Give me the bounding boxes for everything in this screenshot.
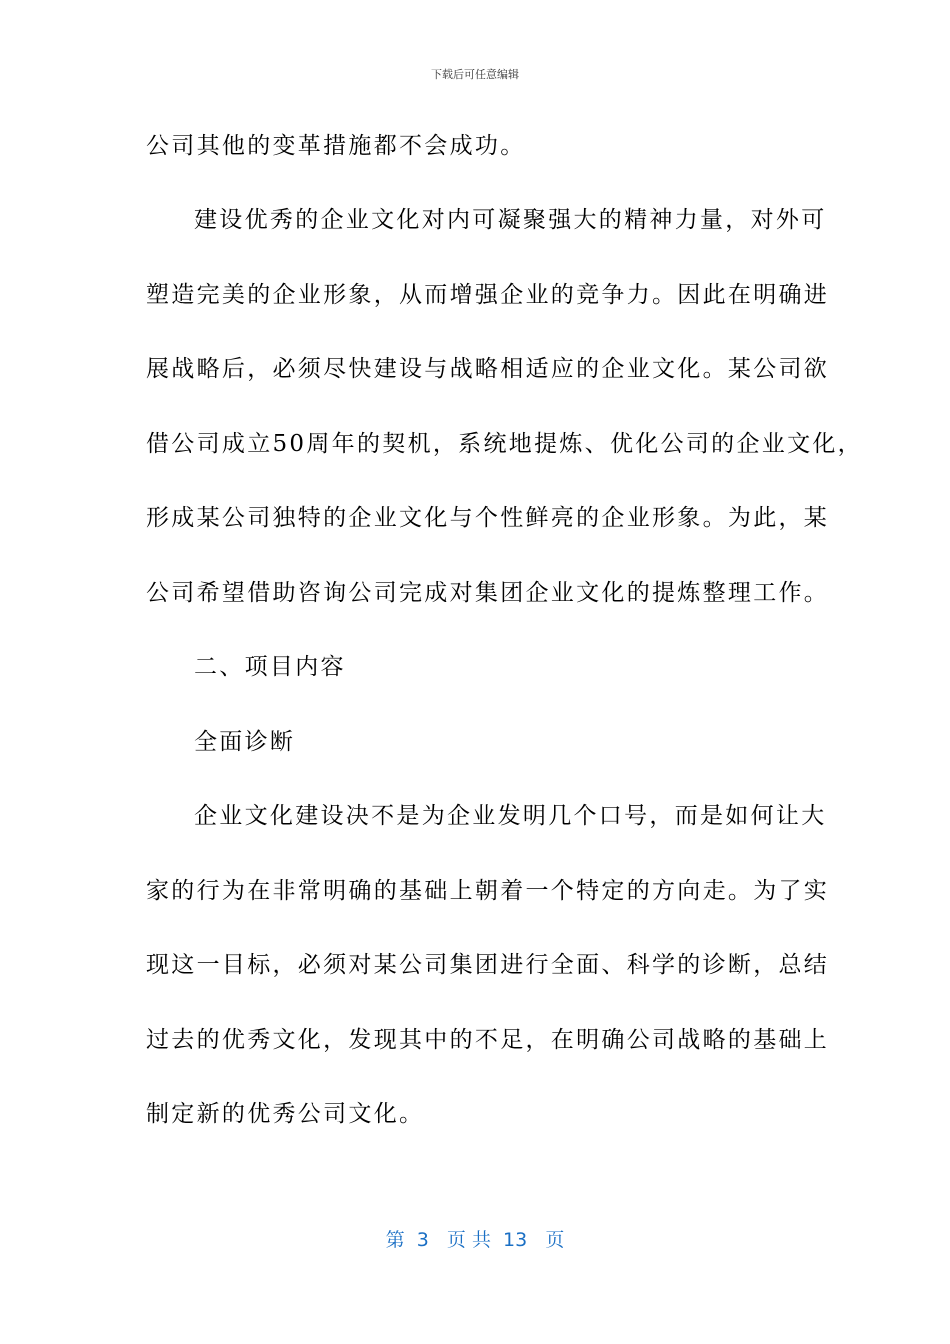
body-line-11: 过去的优秀文化，发现其中的不足，在明确公司战略的基础上 — [146, 1027, 830, 1053]
body-line-7: 公司希望借助咨询公司完成对集团企业文化的提炼整理工作。 — [146, 580, 830, 606]
body-line-6: 形成某公司独特的企业文化与个性鲜亮的企业形象。为此，某 — [146, 505, 830, 531]
body-line-8: 企业文化建设决不是为企业发明几个口号，而是如何让大 — [194, 803, 827, 829]
body-line-10: 现这一目标，必须对某公司集团进行全面、科学的诊断，总结 — [146, 952, 830, 978]
body-line-9: 家的行为在非常明确的基础上朝着一个特定的方向走。为了实 — [146, 878, 830, 904]
body-line-2: 建设优秀的企业文化对内可凝聚强大的精神力量，对外可 — [194, 207, 827, 233]
body-line-12: 制定新的优秀公司文化。 — [146, 1101, 425, 1127]
page-header: 下载后可任意编辑 — [431, 68, 519, 81]
body-line-5: 借公司成立50周年的契机，系统地提炼、优化公司的企业文化， — [146, 431, 863, 457]
subsection-heading: 全面诊断 — [194, 729, 296, 755]
section-heading: 二、项目内容 — [194, 654, 346, 680]
body-line-1: 公司其他的变革措施都不会成功。 — [146, 133, 526, 159]
page-number-footer: 第 3 页 共 13 页 — [385, 1229, 565, 1251]
body-line-4: 展战略后，必须尽快建设与战略相适应的企业文化。某公司欲 — [146, 356, 830, 382]
body-line-3: 塑造完美的企业形象，从而增强企业的竞争力。因此在明确进 — [146, 282, 830, 308]
